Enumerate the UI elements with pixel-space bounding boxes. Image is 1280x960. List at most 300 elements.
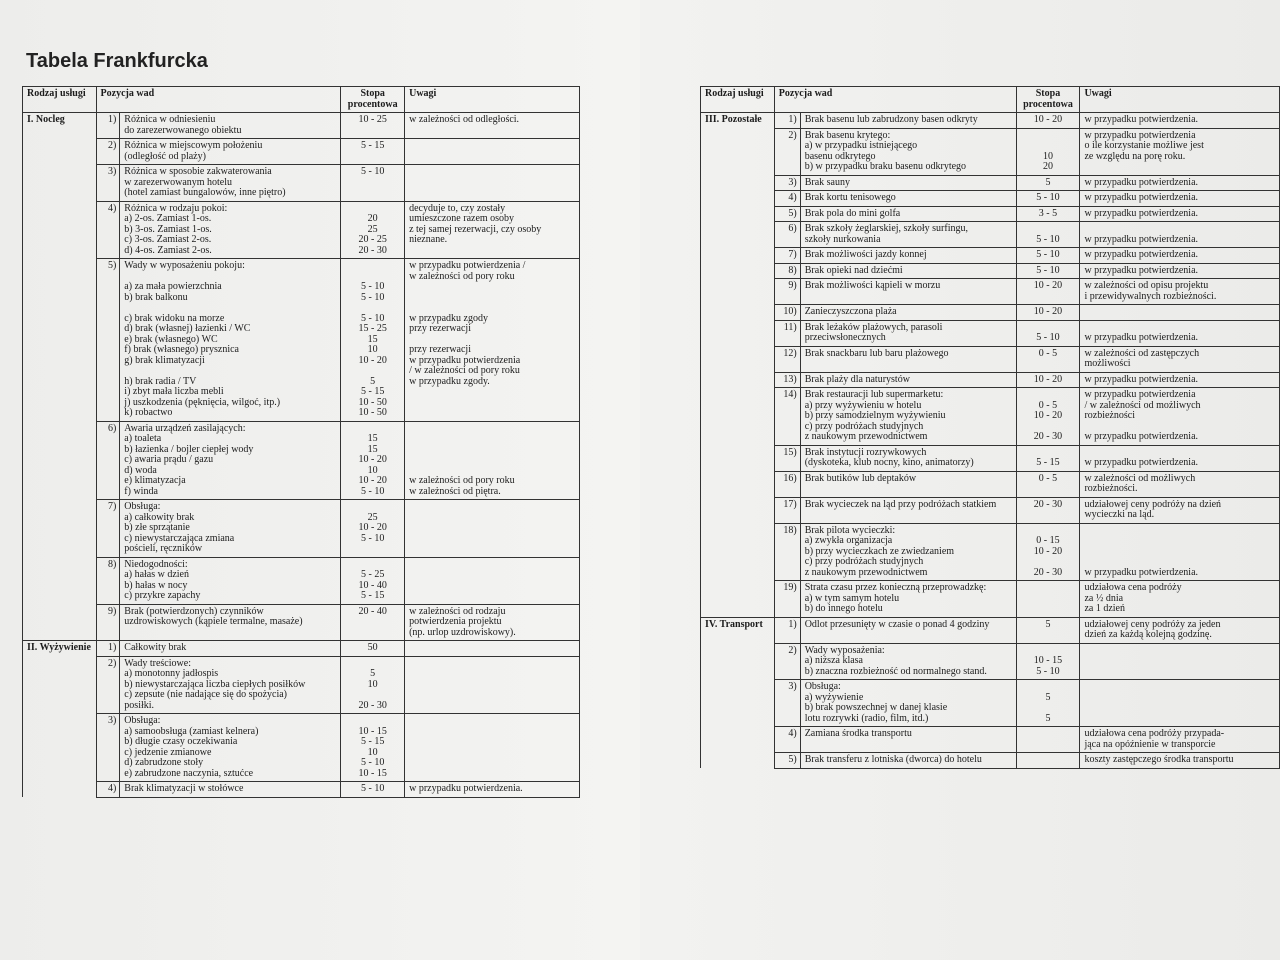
item-line: (odległość od plaży) — [124, 150, 206, 162]
table-row — [701, 753, 1280, 769]
rate-line: 10 - 25 — [358, 114, 387, 125]
item-line: Awaria urządzeń zasilających: — [124, 422, 246, 434]
rate-line: 5 - 15 — [361, 386, 385, 397]
notes-line: jąca na opóźnienie w transporcie — [1084, 738, 1216, 750]
category-cell: I. Nocleg — [23, 113, 97, 139]
notes-line: w przypadku potwierdzenia — [409, 354, 521, 366]
table-row — [701, 346, 1280, 372]
item-cell — [800, 320, 1016, 346]
row-number: 14) — [774, 388, 800, 446]
category-cell — [701, 372, 775, 388]
rate-line: 20 — [367, 213, 378, 224]
table-row — [23, 656, 580, 714]
table-row — [701, 471, 1280, 497]
notes-cell — [1080, 372, 1280, 388]
table-row — [23, 641, 580, 657]
notes-line: udziałowa cena podróży — [1084, 582, 1182, 593]
item-line: a) przy wyżywieniu w hotelu — [804, 399, 922, 411]
category-cell — [23, 782, 97, 798]
item-line: b) długie czasy oczekiwania — [124, 736, 238, 747]
table-row — [701, 497, 1280, 523]
rate-line: 5 - 10 — [361, 312, 385, 324]
rate-line: 5 — [1045, 691, 1051, 703]
item-cell — [800, 388, 1016, 446]
notes-line: z tej samej rezerwacji, czy osoby — [409, 223, 542, 235]
notes-cell — [1080, 305, 1280, 321]
rate-line: 10 — [367, 464, 378, 476]
item-line: b) przy wycieczkach ze zwiedzaniem — [804, 545, 955, 557]
category-cell — [701, 191, 775, 207]
item-line: Różnica w odniesieniu — [124, 114, 216, 125]
header-category: Rodzaj usługi — [701, 87, 775, 113]
table-row — [23, 604, 580, 641]
item-line: b) niewystarczająca liczba ciepłych posiłków — [124, 678, 306, 690]
rate-line: 10 - 20 — [1033, 373, 1063, 385]
item-line: basenu odkrytego — [804, 150, 876, 162]
row-number: 3) — [96, 714, 120, 782]
category-cell — [701, 753, 775, 769]
rate-cell — [1016, 617, 1080, 643]
rate-line: 20 - 30 — [358, 699, 387, 711]
item-line: Obsługa: — [124, 715, 161, 726]
rate-line: 10 — [367, 678, 378, 690]
item-line: a) zwykła organizacja — [804, 535, 893, 546]
item-line: Brak opieki nad dziećmi — [804, 264, 903, 276]
item-cell — [120, 782, 341, 798]
category-cell — [701, 727, 775, 753]
rate-cell — [1016, 206, 1080, 222]
rate-cell — [1016, 372, 1080, 388]
rate-cell — [1016, 128, 1080, 175]
notes-line: w przypadku zgody — [409, 312, 488, 324]
item-line: Zanieczyszczona plaża — [804, 306, 897, 317]
item-line: Brak snackbaru lub baru plażowego — [804, 347, 949, 359]
category-cell — [701, 279, 775, 305]
notes-cell — [1080, 753, 1280, 769]
notes-cell — [405, 113, 580, 139]
category-cell — [701, 175, 775, 191]
item-line: e) klimatyzacja — [124, 475, 186, 486]
category-cell: II. Wyżywienie — [23, 641, 97, 657]
row-number: 2) — [96, 656, 120, 714]
item-line: Brak (potwierdzonych) czynników — [124, 605, 264, 617]
table-row — [701, 372, 1280, 388]
item-cell — [120, 259, 341, 422]
item-line: b) znaczna rozbieżność od normalnego stand. — [804, 665, 987, 677]
notes-cell — [405, 714, 580, 782]
category-cell — [701, 128, 775, 175]
item-cell — [800, 497, 1016, 523]
rate-cell — [1016, 279, 1080, 305]
rate-line: 15 - 25 — [358, 323, 387, 334]
rate-cell — [341, 714, 405, 782]
item-cell — [120, 714, 341, 782]
notes-line: decyduje to, czy zostały — [409, 202, 506, 214]
rate-line: 5 - 10 — [361, 757, 385, 768]
rate-cell — [1016, 497, 1080, 523]
table-row — [701, 727, 1280, 753]
item-cell — [120, 421, 341, 500]
notes-cell — [1080, 643, 1280, 680]
rate-line: 10 - 50 — [358, 396, 387, 408]
category-cell — [701, 320, 775, 346]
notes-line: w zależności od opisu projektu — [1084, 280, 1209, 291]
item-cell — [800, 206, 1016, 222]
notes-cell — [1080, 581, 1280, 618]
item-line: Różnica w rodzaju pokoi: — [124, 202, 228, 214]
rate-line: 5 - 15 — [361, 736, 385, 747]
table-row — [701, 643, 1280, 680]
item-line: k) robactwo — [124, 407, 173, 418]
notes-cell — [1080, 388, 1280, 446]
item-line: h) brak radia / TV — [124, 375, 197, 387]
notes-line — [1084, 536, 1275, 547]
notes-cell — [405, 641, 580, 657]
rate-line — [1021, 557, 1076, 568]
item-line: b) 3-os. Zamiast 1-os. — [124, 223, 212, 235]
row-number: 3) — [774, 680, 800, 727]
rate-cell — [341, 165, 405, 202]
rate-cell — [1016, 191, 1080, 207]
notes-cell — [405, 165, 580, 202]
notes-line: w przypadku zgody. — [409, 375, 490, 387]
notes-line: w przypadku potwierdzenia. — [1084, 192, 1199, 203]
rate-line: 5 — [370, 668, 376, 679]
notes-cell — [405, 259, 580, 422]
table-row — [701, 617, 1280, 643]
item-line: Brak restauracji lub supermarketu: — [804, 389, 944, 400]
item-cell — [120, 113, 341, 139]
notes-line: ze względu na porę roku. — [1084, 150, 1186, 162]
rate-line: 0 - 5 — [1038, 399, 1058, 411]
item-line: d) woda — [124, 464, 157, 476]
notes-line: udziałowa cena podróży przypada- — [1084, 728, 1225, 739]
notes-line: rozbieżności. — [1084, 483, 1138, 494]
rate-line: 5 — [1045, 176, 1051, 188]
item-line: c) przy podróżach studyjnych — [804, 556, 924, 567]
category-cell — [701, 305, 775, 321]
rate-cell — [1016, 680, 1080, 727]
row-number: 9) — [96, 604, 120, 641]
item-cell — [120, 201, 341, 259]
row-number: 10) — [774, 305, 800, 321]
header-notes: Uwagi — [1080, 87, 1280, 113]
rate-line: 5 — [370, 375, 376, 387]
rate-cell — [1016, 305, 1080, 321]
rate-cell — [1016, 263, 1080, 279]
notes-line: w zależności od pory roku — [409, 475, 515, 486]
item-line: Brak pilota wycieczki: — [804, 524, 896, 536]
item-line: Obsługa: — [124, 501, 161, 512]
notes-line: w zależności od pory roku — [409, 270, 515, 282]
rate-line: 5 - 10 — [1036, 233, 1060, 245]
rate-line: 5 - 10 — [361, 291, 385, 303]
table-row — [701, 523, 1280, 581]
category-cell — [701, 388, 775, 446]
rate-line — [345, 502, 400, 513]
rate-cell — [1016, 471, 1080, 497]
row-number: 5) — [774, 753, 800, 769]
rate-line: 10 - 40 — [358, 579, 387, 591]
notes-line: przy rezerwacji — [409, 344, 471, 355]
row-number: 11) — [774, 320, 800, 346]
rate-line: 10 - 20 — [1033, 545, 1063, 557]
notes-cell — [1080, 320, 1280, 346]
rate-line: 10 — [1042, 150, 1053, 162]
category-cell — [701, 206, 775, 222]
notes-line: w przypadku potwierdzenia. — [1084, 373, 1199, 385]
table-row — [23, 139, 580, 165]
item-cell — [800, 372, 1016, 388]
item-cell — [800, 305, 1016, 321]
item-line: (dyskoteka, klub nocny, kino, animatorzy) — [804, 457, 974, 468]
rate-cell — [1016, 175, 1080, 191]
item-cell — [800, 643, 1016, 680]
notes-line — [1084, 224, 1275, 235]
row-number: 8) — [774, 263, 800, 279]
rate-line: 5 - 10 — [1036, 332, 1060, 343]
rate-line: 5 - 10 — [361, 532, 385, 544]
item-cell — [800, 113, 1016, 129]
notes-cell — [1080, 191, 1280, 207]
item-line: Wady w wyposażeniu pokoju: — [124, 260, 245, 271]
item-line: Brak wycieczek na ląd przy podróżach statkiem — [804, 498, 997, 510]
notes-line: w zależności od odległości. — [409, 114, 520, 125]
item-cell — [800, 222, 1016, 248]
rate-line: 10 - 15 — [358, 725, 387, 737]
rate-cell — [1016, 643, 1080, 680]
rate-line: 10 - 20 — [1033, 280, 1063, 291]
rate-cell — [1016, 320, 1080, 346]
row-number: 7) — [96, 500, 120, 558]
item-line: b) łazienka / bojler ciepłej wody — [124, 443, 254, 455]
notes-cell — [1080, 471, 1280, 497]
rate-line: 5 - 15 — [1036, 457, 1060, 468]
notes-cell — [1080, 113, 1280, 129]
table-row — [23, 500, 580, 558]
notes-line: w zależności od rodzaju — [409, 605, 506, 617]
rate-cell — [341, 782, 405, 798]
category-cell — [23, 557, 97, 604]
rate-line: 10 - 20 — [1033, 114, 1063, 125]
item-line: f) winda — [124, 485, 158, 497]
notes-line: / w zależności od możliwych — [1084, 399, 1201, 411]
rate-line — [1021, 141, 1076, 152]
item-line: d) 4-os. Zamiast 2-os. — [124, 244, 212, 256]
row-number: 2) — [774, 643, 800, 680]
notes-line: rozbieżności — [1084, 410, 1135, 421]
notes-cell — [405, 557, 580, 604]
rate-cell — [1016, 753, 1080, 769]
notes-line: w przypadku potwierdzenia — [1084, 389, 1196, 400]
item-line: b) hałas w nocy — [124, 579, 188, 591]
item-line: Brak możliwości jazdy konnej — [804, 249, 927, 260]
notes-line: i przewidywalnych rozbieżności. — [1084, 290, 1217, 302]
table-row — [701, 222, 1280, 248]
table-row — [701, 320, 1280, 346]
notes-line — [409, 282, 575, 293]
rate-cell — [1016, 248, 1080, 264]
right-table — [700, 86, 1280, 769]
rate-line: 10 — [367, 344, 378, 355]
row-number: 8) — [96, 557, 120, 604]
rate-line: 20 — [1042, 161, 1053, 172]
rate-line: 5 - 10 — [1036, 192, 1060, 203]
item-cell — [800, 248, 1016, 264]
table-row — [23, 113, 580, 139]
header-rate-line: Stopa — [1035, 88, 1061, 99]
rate-line — [345, 690, 400, 701]
notes-line: koszty zastępczego środka transportu — [1084, 754, 1234, 765]
row-number: 19) — [774, 581, 800, 618]
rate-line: 50 — [367, 642, 378, 653]
table-row — [701, 388, 1280, 446]
rate-cell — [341, 421, 405, 500]
notes-cell — [1080, 222, 1280, 248]
item-cell — [800, 128, 1016, 175]
notes-line — [409, 455, 575, 466]
category-cell — [23, 259, 97, 422]
item-line: a) toaleta — [124, 433, 162, 444]
item-line: przeciwsłonecznych — [804, 332, 886, 343]
rate-line: 0 - 15 — [1036, 535, 1060, 546]
item-line: g) brak klimatyzacji — [124, 354, 205, 366]
rate-line — [345, 303, 400, 314]
rate-line: 25 — [367, 511, 378, 523]
header-notes: Uwagi — [405, 87, 580, 113]
notes-line: w przypadku potwierdzenia — [1084, 129, 1196, 141]
header-item: Pozycja wad — [96, 87, 341, 113]
category-cell — [23, 201, 97, 259]
rate-line: 10 - 15 — [358, 767, 387, 779]
rate-cell — [341, 604, 405, 641]
rate-line: 10 - 20 — [1033, 306, 1063, 317]
rate-line — [1021, 224, 1076, 235]
notes-line: w zależności od zastępczych — [1084, 347, 1200, 359]
rate-line: 0 - 5 — [1038, 472, 1058, 484]
row-number: 1) — [774, 617, 800, 643]
item-line: uzdrowiskowych (kąpiele termalne, masaże) — [124, 616, 303, 627]
header-row — [23, 87, 580, 113]
item-line: a) całkowity brak — [124, 511, 195, 523]
rate-line — [1021, 703, 1076, 714]
item-line: c) przy podróżach studyjnych — [804, 420, 924, 432]
item-line: Brak sauny — [804, 176, 850, 188]
item-line: a) wyżywienie — [804, 691, 864, 703]
rate-line: 5 - 10 — [361, 783, 385, 794]
notes-line: w przypadku potwierdzenia. — [1084, 114, 1199, 125]
item-line: Brak kortu tenisowego — [804, 192, 896, 203]
category-cell — [701, 263, 775, 279]
item-line: Całkowity brak — [124, 642, 187, 653]
item-line: c) przykre zapachy — [124, 590, 201, 601]
item-line: b) złe sprzątanie — [124, 522, 190, 533]
item-cell — [120, 500, 341, 558]
notes-line: możliwości — [1084, 358, 1131, 369]
item-cell — [800, 471, 1016, 497]
table-row — [701, 175, 1280, 191]
rate-cell — [341, 641, 405, 657]
notes-cell — [1080, 445, 1280, 471]
category-cell — [701, 445, 775, 471]
row-number: 1) — [774, 113, 800, 129]
row-number: 5) — [96, 259, 120, 422]
table-row — [701, 206, 1280, 222]
rate-line: 10 - 20 — [1033, 410, 1063, 421]
rate-line: 10 - 20 — [358, 475, 387, 486]
header-rate-line: Stopa — [360, 88, 385, 99]
notes-cell — [405, 604, 580, 641]
category-cell — [23, 500, 97, 558]
table-row — [701, 445, 1280, 471]
rate-line: 0 - 5 — [1038, 347, 1058, 359]
item-line: Wady treściowe: — [124, 657, 191, 669]
row-number: 6) — [774, 222, 800, 248]
category-cell — [23, 604, 97, 641]
table-row — [701, 248, 1280, 264]
notes-line: w przypadku potwierdzenia. — [1084, 176, 1199, 188]
item-line: Zamiana środka transportu — [804, 728, 912, 739]
category-cell — [23, 165, 97, 202]
item-line: b) brak balkonu — [124, 291, 188, 303]
item-line: z naukowym przewodnictwem — [804, 431, 928, 442]
table-row — [701, 279, 1280, 305]
category-cell — [701, 471, 775, 497]
rate-line — [345, 716, 400, 727]
notes-line — [1084, 557, 1275, 568]
row-number: 17) — [774, 497, 800, 523]
item-cell — [800, 680, 1016, 727]
rate-cell — [341, 201, 405, 259]
row-number: 9) — [774, 279, 800, 305]
notes-line — [409, 445, 575, 456]
rate-line: 25 — [367, 223, 378, 235]
notes-line: udziałowej ceny podróży na dzień — [1084, 498, 1222, 510]
rate-line: 5 - 10 — [361, 166, 385, 177]
notes-cell — [1080, 248, 1280, 264]
notes-line: udziałowej ceny podróży za jeden — [1084, 618, 1221, 630]
table-row — [701, 128, 1280, 175]
rate-cell — [341, 500, 405, 558]
item-cell — [800, 191, 1016, 207]
item-line: d) zabrudzone stoły — [124, 757, 204, 768]
category-cell — [701, 346, 775, 372]
item-line: b) w przypadku braku basenu odkrytego — [804, 161, 967, 172]
rate-line — [345, 261, 400, 272]
row-number: 4) — [96, 782, 120, 798]
item-line: a) za mała powierzchnia — [124, 281, 222, 292]
rate-line: 5 - 10 — [1036, 665, 1060, 677]
row-number: 3) — [96, 165, 120, 202]
rate-line: 10 - 20 — [358, 522, 387, 533]
notes-line: o ile korzystanie możliwe jest — [1084, 140, 1204, 151]
rate-cell — [1016, 523, 1080, 581]
notes-line: wycieczki na ląd. — [1084, 509, 1155, 520]
rate-line: 10 - 15 — [1033, 655, 1063, 666]
row-number: 3) — [774, 175, 800, 191]
header-rate-line: procentowa — [1023, 98, 1073, 110]
table-row — [701, 680, 1280, 727]
item-line: w zarezerwowanym hotelu — [124, 176, 233, 188]
notes-cell — [1080, 523, 1280, 581]
table-row — [23, 714, 580, 782]
rate-cell — [1016, 222, 1080, 248]
item-line: szkoły nurkowania — [804, 233, 881, 245]
header-rate-line: procentowa — [347, 98, 398, 110]
row-number: 16) — [774, 471, 800, 497]
item-line: a) hałas w dzień — [124, 569, 189, 580]
item-cell — [800, 445, 1016, 471]
